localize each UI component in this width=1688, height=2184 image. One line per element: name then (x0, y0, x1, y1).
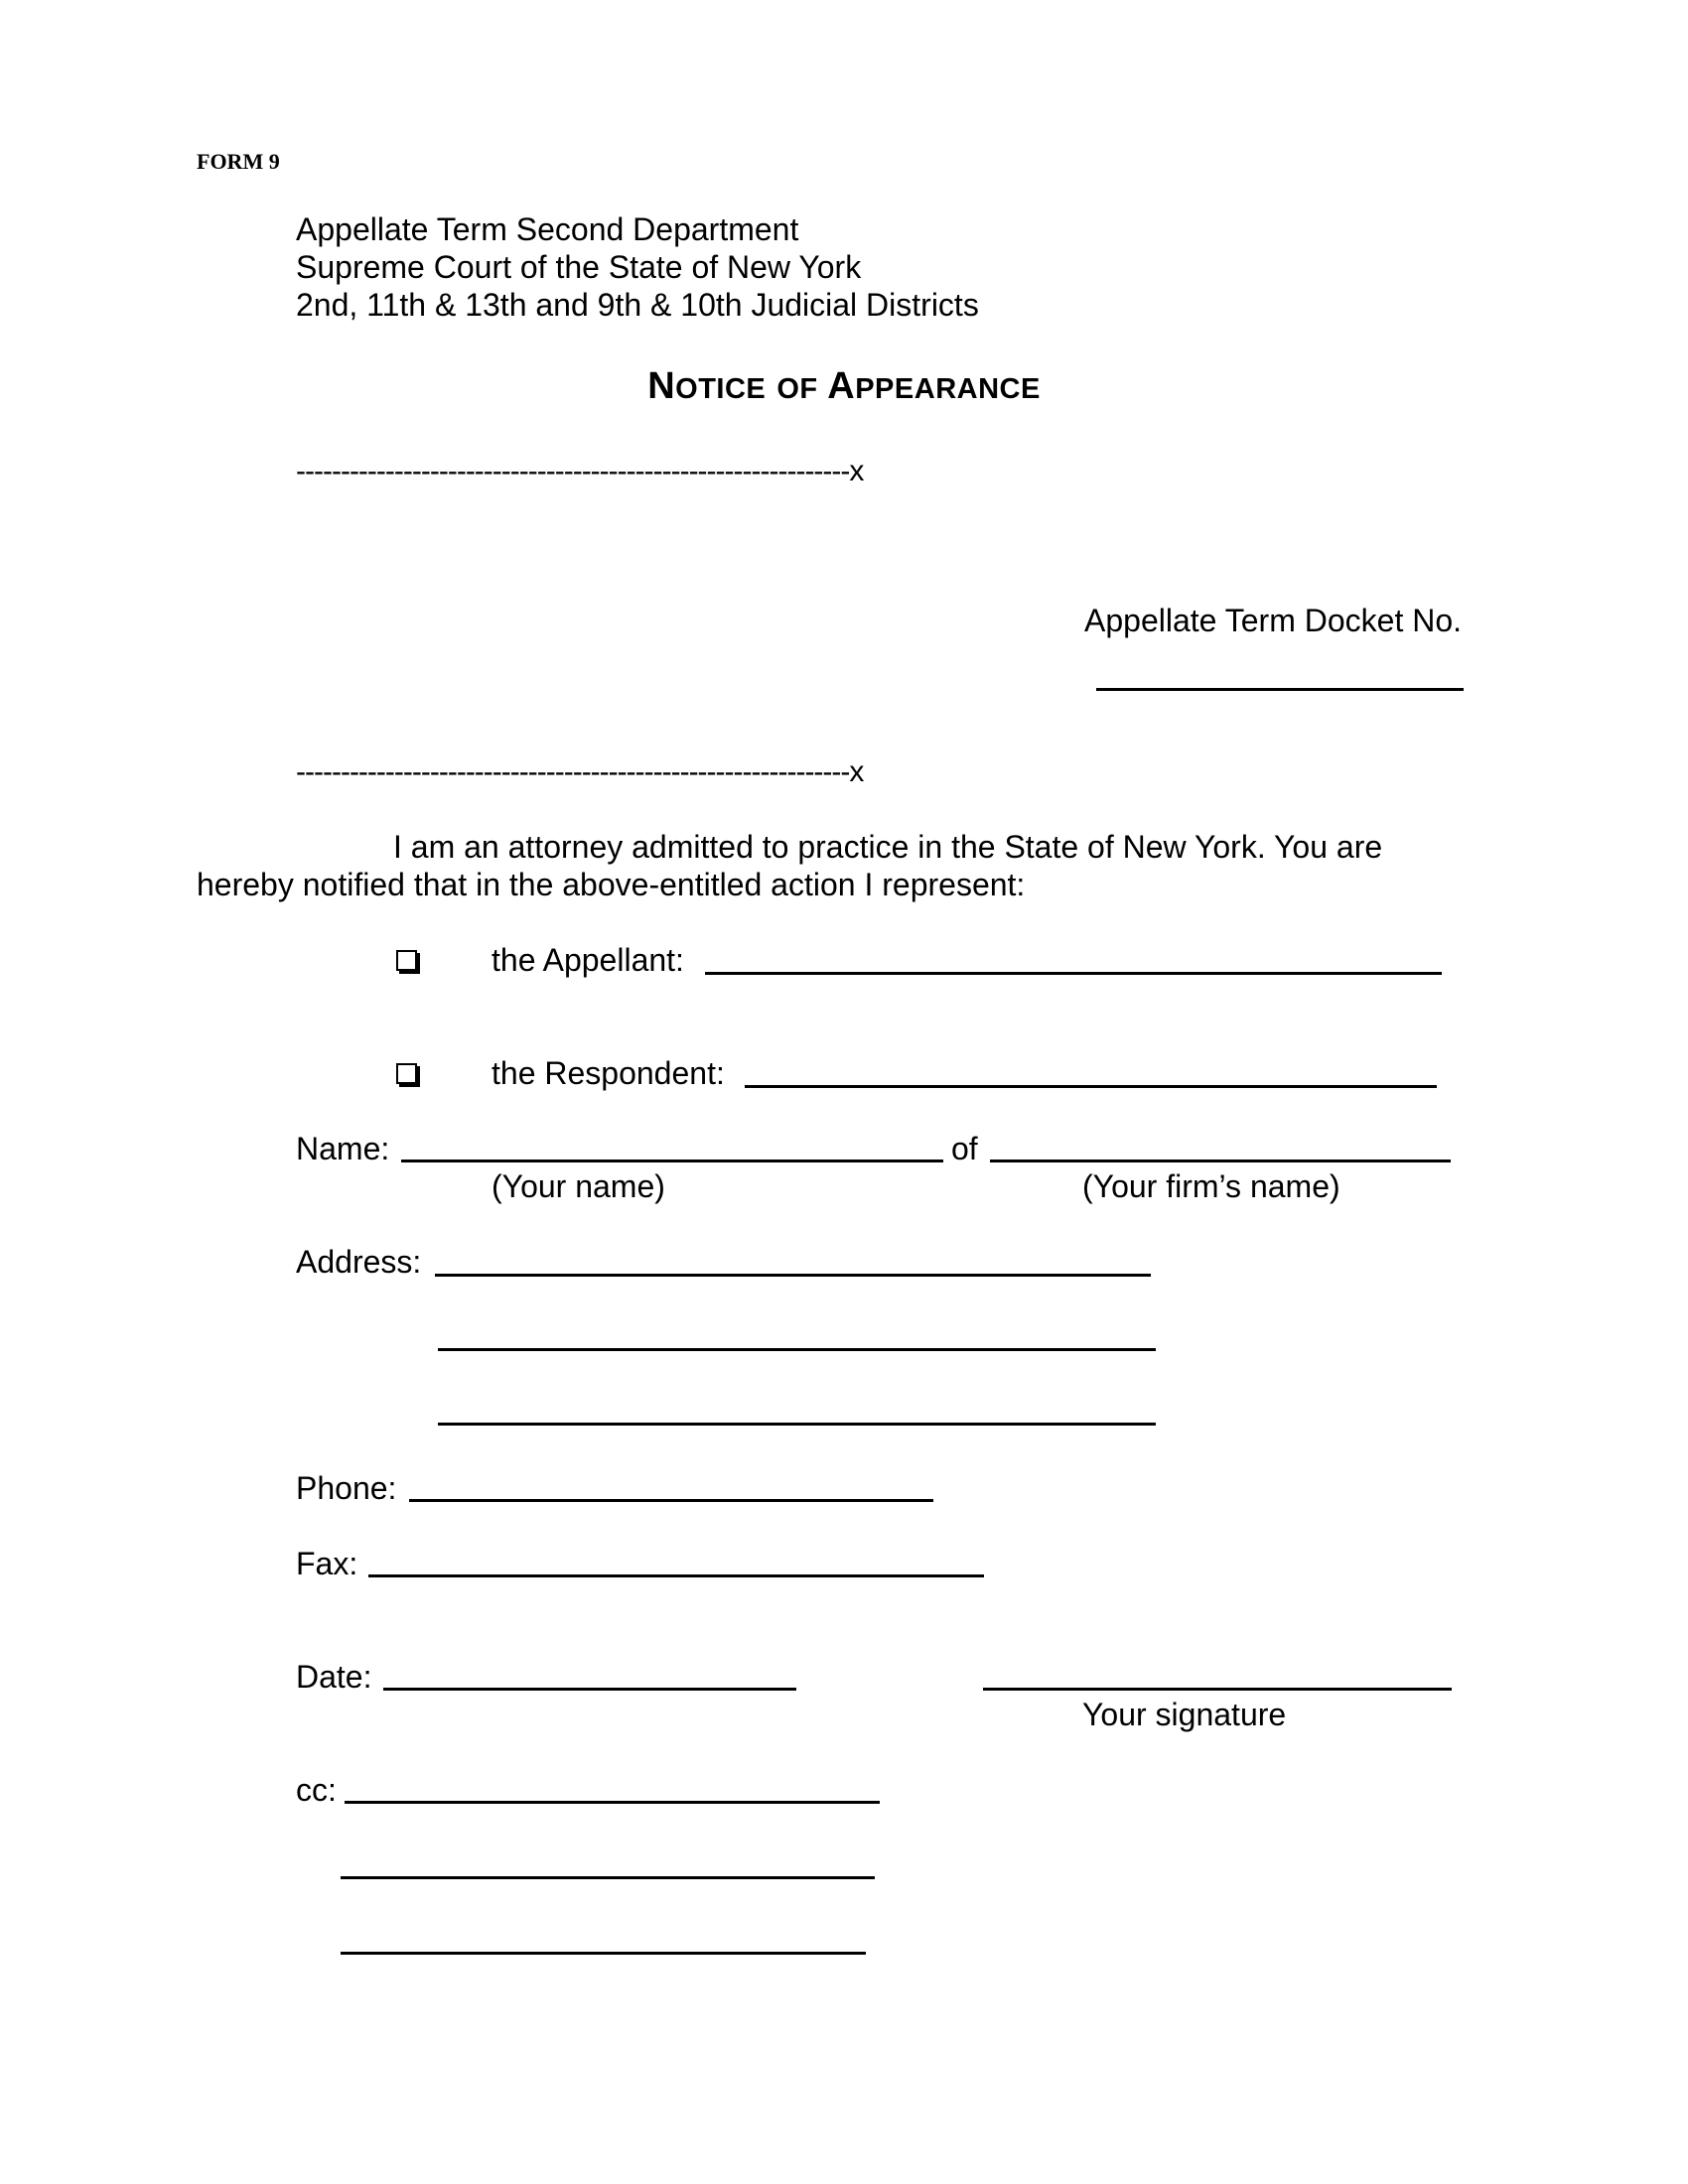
court-header-line-1: Appellate Term Second Department (296, 211, 799, 247)
address-line-1[interactable] (435, 1274, 1151, 1277)
appellant-name-line[interactable] (705, 972, 1442, 975)
signature-hint: Your signature (1082, 1697, 1287, 1732)
your-name-line[interactable] (401, 1160, 943, 1162)
firm-name-hint: (Your firm’s name) (1082, 1168, 1340, 1204)
court-header-line-3: 2nd, 11th & 13th and 9th & 10th Judicial Districts (296, 287, 979, 323)
respondent-checkbox[interactable] (396, 1063, 417, 1084)
address-line-2[interactable] (438, 1348, 1156, 1351)
phone-line[interactable] (409, 1499, 933, 1502)
respondent-name-line[interactable] (745, 1085, 1437, 1088)
date-line[interactable] (383, 1688, 796, 1691)
cc-line-3[interactable] (341, 1952, 866, 1955)
docket-number-label: Appellate Term Docket No. (1084, 603, 1463, 638)
title-word-appearance-initial: A (827, 365, 856, 407)
form-number: FORM 9 (197, 149, 280, 174)
cc-line-1[interactable] (345, 1801, 880, 1804)
respondent-label: the Respondent: (492, 1055, 725, 1091)
title-word-notice-initial: N (647, 365, 676, 407)
title-word-appearance-rest: PPEARANCE (855, 373, 1041, 405)
date-label: Date: (296, 1659, 372, 1695)
caption-bottom-divider: --------------------------------------------------------------x (296, 755, 864, 788)
appellant-checkbox[interactable] (396, 950, 417, 971)
address-line-3[interactable] (438, 1423, 1156, 1426)
firm-name-line[interactable] (990, 1160, 1451, 1162)
fax-label: Fax: (296, 1546, 358, 1581)
phone-label: Phone: (296, 1470, 397, 1506)
signature-line[interactable] (983, 1688, 1452, 1691)
your-name-hint: (Your name) (492, 1168, 665, 1204)
title-word-notice-rest: OTICE (675, 373, 767, 405)
caption-top-divider: --------------------------------------------------------------x (296, 455, 864, 487)
body-text-line-2: hereby notified that in the above-entitled action I represent: (197, 867, 1026, 902)
body-text-line-1: I am an attorney admitted to practice in the State of New York. You are (393, 829, 1383, 865)
address-label: Address: (296, 1244, 422, 1280)
name-label: Name: (296, 1131, 390, 1166)
appellant-label: the Appellant: (492, 942, 684, 978)
cc-line-2[interactable] (341, 1876, 875, 1879)
court-header-line-2: Supreme Court of the State of New York (296, 249, 862, 285)
of-label: of (951, 1131, 978, 1166)
document-title (0, 365, 1688, 408)
title-word-of: OF (776, 373, 818, 405)
cc-label: cc: (296, 1772, 337, 1808)
docket-number-line[interactable] (1096, 688, 1464, 691)
fax-line[interactable] (368, 1574, 984, 1577)
